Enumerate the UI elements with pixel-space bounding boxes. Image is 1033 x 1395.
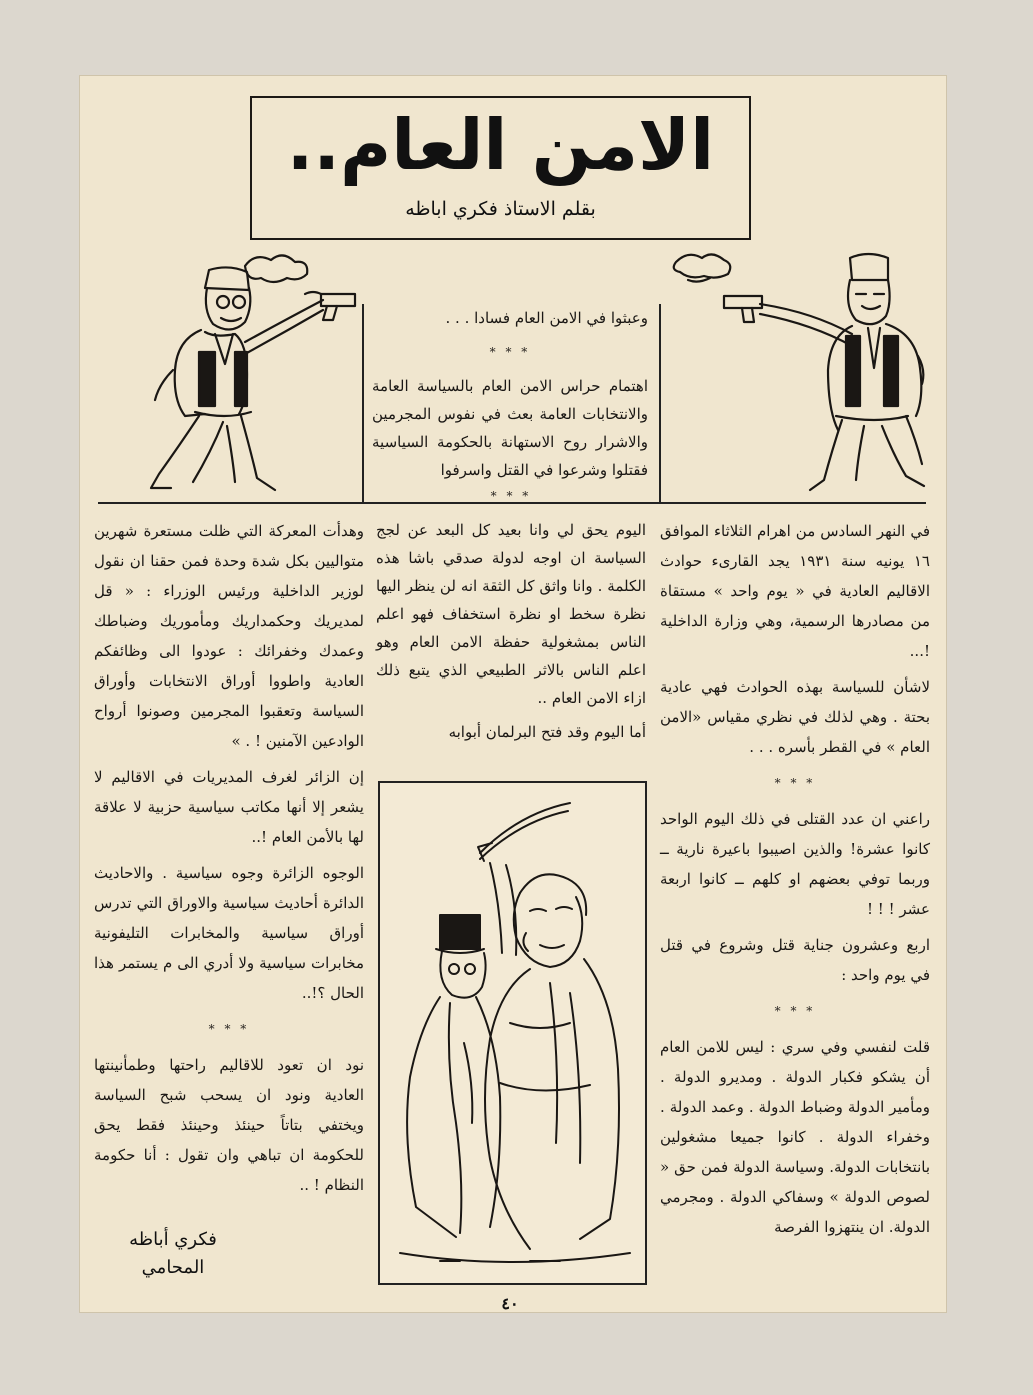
signature-name: فكري أباظه — [129, 1229, 217, 1250]
right-column — [660, 516, 930, 1248]
title-box — [250, 96, 751, 240]
right-paragraph-1: في النهر السادس من اهرام الثلاثاء الموافق ١٦ يونيه سنة ١٩٣١ يجد القارىء حوادث الاقاليم العادية في « يوم واحد » مستقاة من مصادرها الرسمية، وهي وزارة الداخلية !... — [660, 522, 930, 660]
signature-title: المحامي — [141, 1257, 205, 1278]
center-paragraph-2: اهتمام حراس الامن العام بالسياسة العامة والانتخابات العامة بعث في نفوس المجرمين والاشرار روح الاستهانة بالحكومة السياسية فقتلوا وشرعوا في القتل واسرفوا — [372, 377, 648, 479]
section-separator: * * * — [774, 776, 816, 790]
left-column — [94, 516, 364, 1206]
right-paragraph-5: قلت لنفسي وفي سري : ليس للامن العام أن يشكو فكبار الدولة . ومديرو الدولة . ومأمير الدولة وضباط الدولة . وعمد الدولة . وخفراء الدولة . كانوا جميعا مشغولين بانتخابات الدولة. وسياسة الدولة فمن حق « لصوص الدولة » وسفاكي الدولة . ومجرمي الدولة. ان ينتهزوا الفرصة — [660, 1038, 930, 1236]
left-paragraph-1: وهدأت المعركة التي ظلت مستعرة شهرين متواليين بكل شدة وحدة فمن حقنا ان نقول لوزير الداخلية ورئيس الوزراء : « قل لمديريك وحكمداريك ومأموريك وضباطك وعمدك وخفرائك : عودوا الى وظائفكم العادية واطووا أوراق الانتخابات وأوراق السياسة وتعقبوا المجرمين وصونوا أرواح الوادعين الآمنين ! . » — [94, 522, 364, 750]
section-separator: * * * — [489, 345, 531, 359]
author-signature — [98, 1226, 248, 1282]
center-paragraph-4: أما اليوم وقد فتح البرلمان أبوابه — [448, 723, 646, 741]
section-separator: * * * — [490, 489, 532, 503]
cartoon-gunman-right — [656, 236, 931, 504]
article-title: الامن العام.. — [286, 104, 715, 186]
center-intro-column — [372, 304, 648, 490]
center-paragraph-3: اليوم يحق لي وانا بعيد كل البعد عن لجج السياسة ان اوجه لدولة صدقي باشا هذه الكلمة . وانا واثق كل الثقة انه لن ينظر اليها نظرة سخط او نظرة استخفاف فهو اعلم الناس بمشغولية حفظة الامن العام وهو اعلم الناس بالاثر الطبيعي الذي يتبع ذلك ازاء الامن العام .. — [376, 521, 646, 707]
right-paragraph-3: راعني ان عدد القتلى في ذلك اليوم الواحد كانوا عشرة! والذين اصيبوا باعيرة نارية ــ وربما توفي بعضهم او كلهم ــ كانوا اربعة عشر ! ! ! — [660, 810, 930, 918]
right-paragraph-2: لاشأن للسياسة بهذه الحوادث فهي عادية بحتة . وهي لذلك في نظري مقياس «الامن العام » في القطر بأسره . . . — [660, 678, 930, 756]
magazine-page — [80, 76, 946, 1312]
cartoon-gunman-left — [95, 236, 363, 504]
article-byline: بقلم الاستاذ فكري اباظه — [405, 198, 596, 220]
left-paragraph-4: نود ان تعود للاقاليم راحتها وطمأنينتها العادية ونود ان يسحب شبح السياسة ويختفي بتاتاً حينئذ وحينئذ فقط يحق للحكومة ان تباهي وان تقول : أنا حكومة النظام ! .. — [94, 1056, 364, 1194]
section-separator: * * * — [208, 1022, 250, 1036]
center-column — [376, 480, 646, 752]
page-number: ٤٠ — [501, 1294, 519, 1313]
right-paragraph-4: اربع وعشرون جناية قتل وشروع في قتل في يوم واحد : — [660, 936, 930, 984]
intro-paragraph: وعبثوا في الامن العام فسادا . . . — [445, 309, 648, 327]
cartoon-fight-scene — [378, 781, 647, 1285]
left-paragraph-3: الوجوه الزائرة وجوه سياسية . والاحاديث الدائرة أحاديث سياسية والاوراق التي تدرس أوراق سياسية والمخابرات التليفونية مخابرات سياسية ولا أدري الى م يستمر هذا الحال ؟!.. — [94, 864, 364, 1002]
section-separator: * * * — [774, 1004, 816, 1018]
left-paragraph-2: إن الزائر لغرف المديريات في الاقاليم لا يشعر إلا أنها مكاتب سياسية حزبية لا علاقة لها بالأمن العام !.. — [94, 768, 364, 846]
